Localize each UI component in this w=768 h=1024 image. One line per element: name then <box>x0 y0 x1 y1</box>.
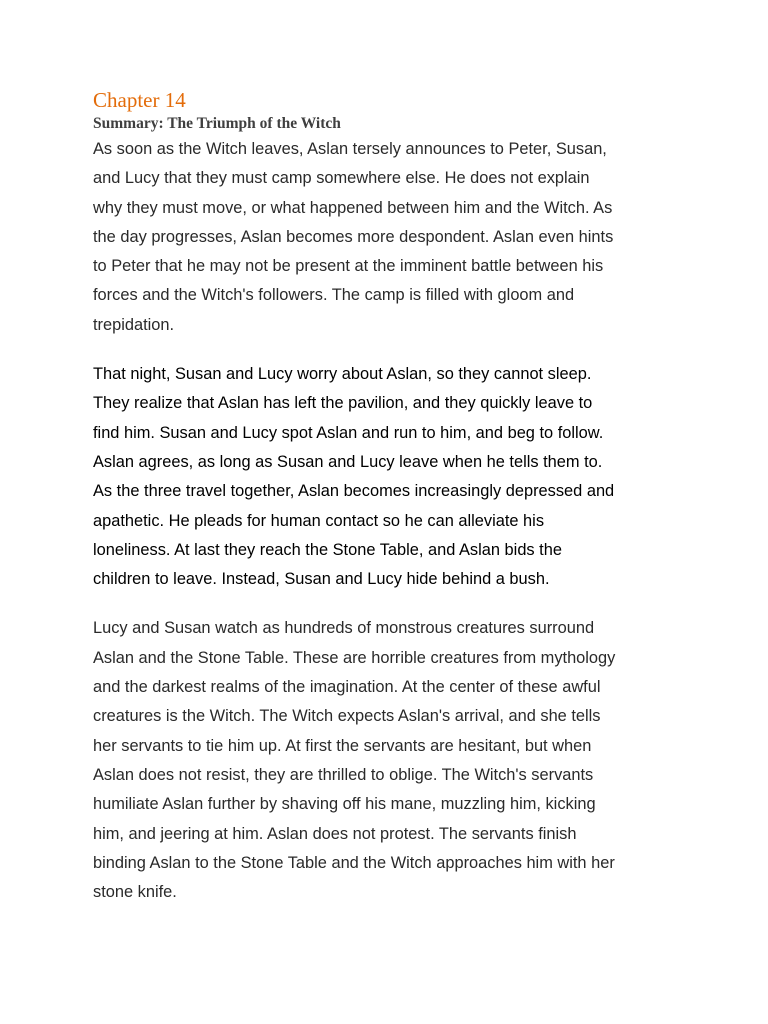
paragraph-line: the day progresses, Aslan becomes more despondent. Aslan even hints <box>93 227 614 246</box>
paragraph-line: As soon as the Witch leaves, Aslan tersely announces to Peter, Susan, <box>93 140 607 158</box>
document-page <box>93 86 683 907</box>
summary-heading: Summary: The Triumph of the Witch <box>93 115 341 132</box>
paragraph-line: binding Aslan to the Stone Table and the Witch approaches him with her <box>93 853 615 872</box>
paragraph-line: That night, Susan and Lucy worry about Aslan, so they cannot sleep. <box>93 365 592 384</box>
paragraph-line: Aslan and the Stone Table. These are horrible creatures from mythology <box>93 648 616 667</box>
paragraph-line: Aslan agrees, as long as Susan and Lucy leave when he tells them to. <box>93 452 603 471</box>
paragraph-line: humiliate Aslan further by shaving off his mane, muzzling him, kicking <box>93 795 596 814</box>
paragraph-line: forces and the Witch's followers. The camp is filled with gloom and <box>93 286 575 305</box>
paragraph-line: apathetic. He pleads for human contact so he can alleviate his <box>93 511 545 530</box>
paragraph-line: and the darkest realms of the imagination. At the center of these awful <box>93 678 601 697</box>
paragraph-line: why they must move, or what happened between him and the Witch. As <box>93 198 613 217</box>
chapter-title: Chapter 14 <box>93 88 186 112</box>
paragraph-line: find him. Susan and Lucy spot Aslan and run to him, and beg to follow. <box>93 423 604 442</box>
paragraph-3 <box>93 614 683 907</box>
paragraph-line: As the three travel together, Aslan becomes increasingly depressed and <box>93 482 615 501</box>
paragraph-line: trepidation. <box>93 315 175 334</box>
paragraph-line: Aslan does not resist, they are thrilled to oblige. The Witch's servants <box>93 765 594 784</box>
paragraph-line: Lucy and Susan watch as hundreds of monstrous creatures surround <box>93 619 595 638</box>
paragraph-line: her servants to tie him up. At first the servants are hesitant, but when <box>93 736 592 755</box>
paragraph-2 <box>93 360 683 594</box>
paragraph-line: to Peter that he may not be present at the imminent battle between his <box>93 257 604 276</box>
paragraph-line: creatures is the Witch. The Witch expects Aslan's arrival, and she tells <box>93 707 601 726</box>
paragraph-line: They realize that Aslan has left the pavilion, and they quickly leave to <box>93 394 593 413</box>
paragraph-line: children to leave. Instead, Susan and Lucy hide behind a bush. <box>93 570 550 589</box>
paragraph-line: loneliness. At last they reach the Stone Table, and Aslan bids the <box>93 540 562 559</box>
paragraph-line: stone knife. <box>93 883 177 902</box>
paragraph-1 <box>93 135 683 340</box>
paragraph-line: him, and jeering at him. Aslan does not protest. The servants finish <box>93 824 577 843</box>
paragraph-line: and Lucy that they must camp somewhere else. He does not explain <box>93 169 590 188</box>
